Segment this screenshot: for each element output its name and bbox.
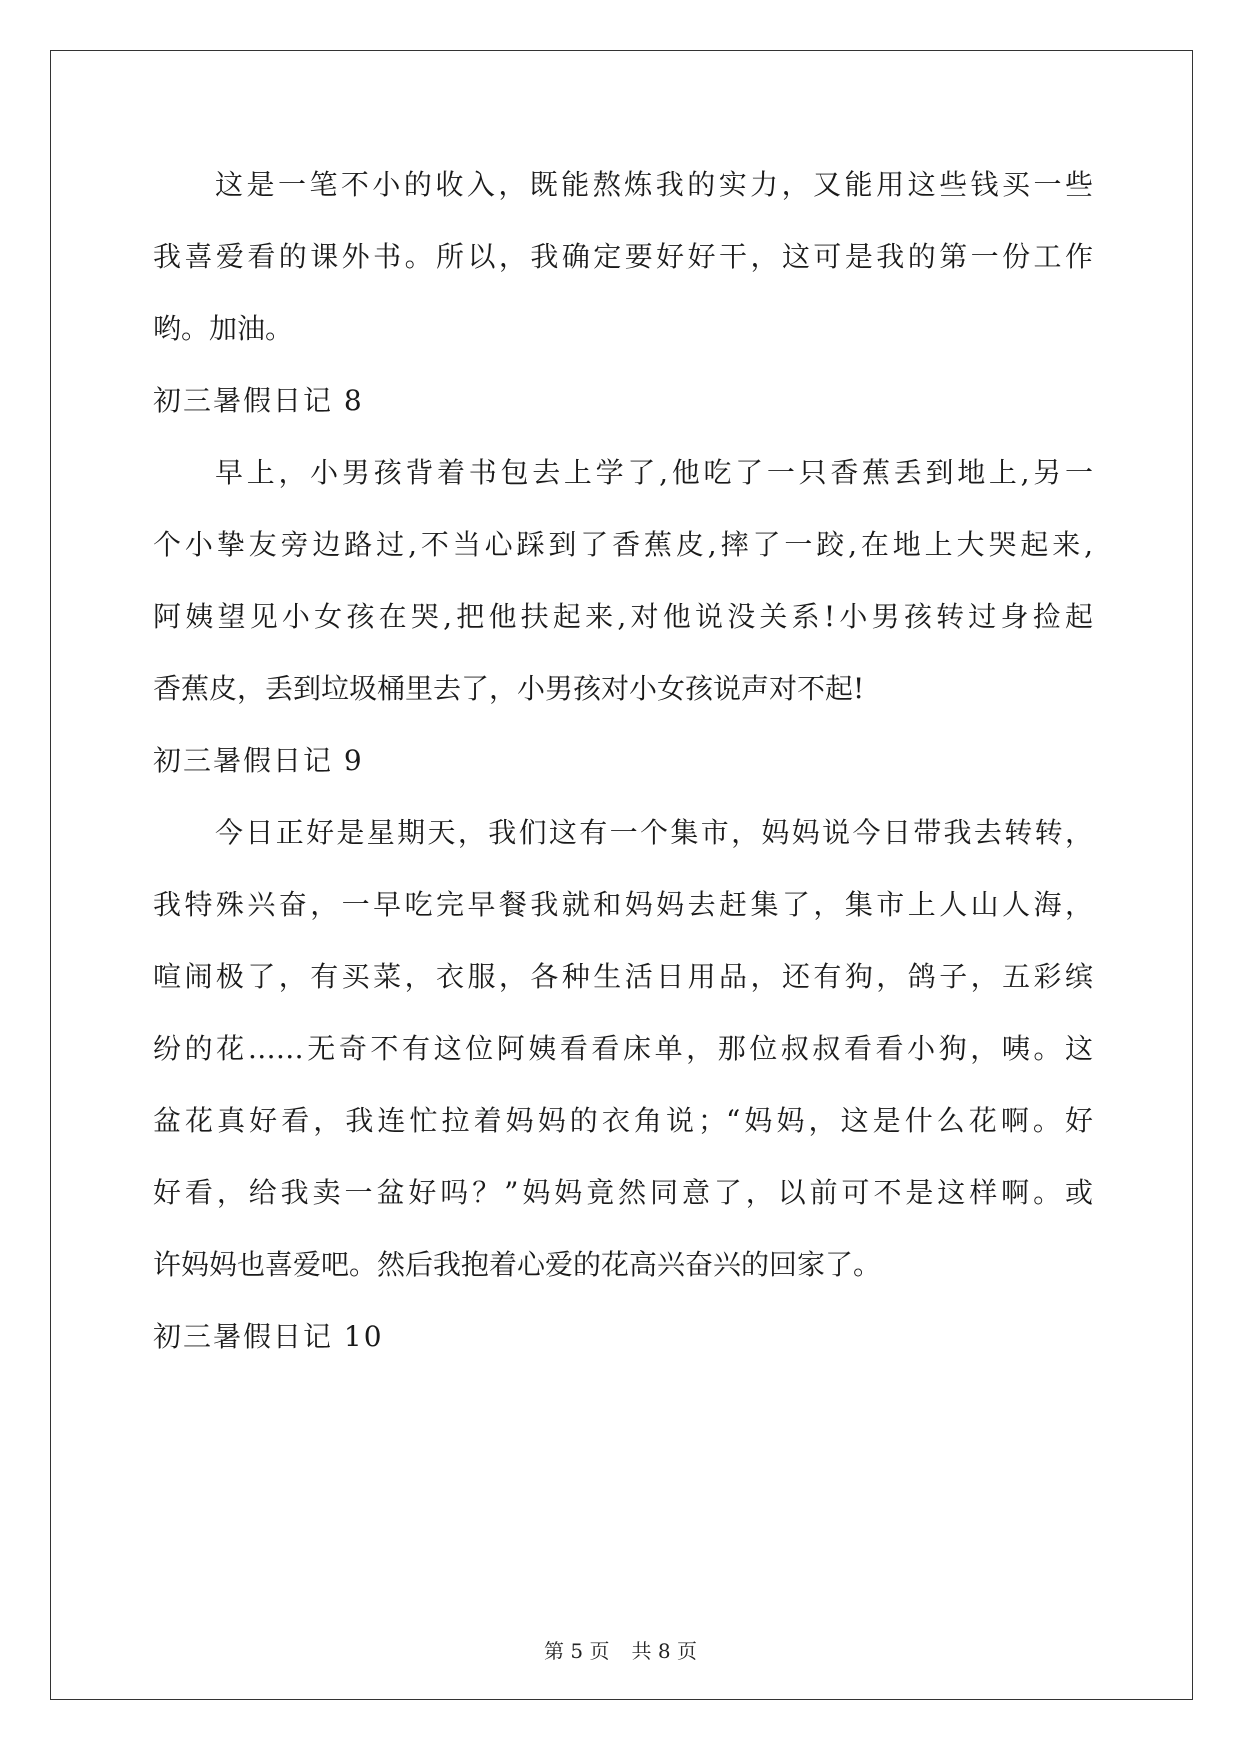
section-heading: 初三暑假日记 9 <box>153 744 364 777</box>
paragraph-line: 许妈妈也喜爱吧。然后我抱着心爱的花高兴奋兴的回家了。 <box>153 1248 882 1281</box>
paragraph-line: 好看，给我卖一盆好吗？”妈妈竟然同意了，以前可不是这样啊。或 <box>153 1176 1093 1209</box>
paragraph-line: 我喜爱看的课外书。所以，我确定要好好干，这可是我的第一份工作 <box>153 240 1093 273</box>
paragraph-line: 纷的花……无奇不有这位阿姨看看床单，那位叔叔看看小狗，咦。这 <box>153 1032 1093 1065</box>
section-heading: 初三暑假日记 10 <box>153 1320 384 1353</box>
paragraph-line: 早上，小男孩背着书包去上学了,他吃了一只香蕉丢到地上,另一 <box>215 456 1093 489</box>
paragraph-line: 我特殊兴奋，一早吃完早餐我就和妈妈去赶集了，集市上人山人海， <box>153 888 1093 921</box>
paragraph-line: 今日正好是星期天，我们这有一个集市，妈妈说今日带我去转转， <box>215 816 1093 849</box>
page-border <box>50 50 1193 1700</box>
paragraph-line: 哟。加油。 <box>153 312 294 345</box>
page-number: 第 5 页 <box>544 1639 610 1663</box>
paragraph-line: 盆花真好看，我连忙拉着妈妈的衣角说；“妈妈，这是什么花啊。好 <box>153 1104 1093 1137</box>
paragraph-line: 阿姨望见小女孩在哭,把他扶起来,对他说没关系!小男孩转过身捡起 <box>153 600 1093 633</box>
section-heading: 初三暑假日记 8 <box>153 384 364 417</box>
page-total: 共 8 页 <box>631 1639 697 1663</box>
paragraph-line: 个小挚友旁边路过,不当心踩到了香蕉皮,摔了一跤,在地上大哭起来, <box>153 528 1093 561</box>
paragraph-line: 香蕉皮，丢到垃圾桶里去了，小男孩对小女孩说声对不起! <box>153 672 865 705</box>
paragraph-line: 喧闹极了，有买菜，衣服，各种生活日用品，还有狗，鸽子，五彩缤 <box>153 960 1093 993</box>
page-footer <box>0 1635 1241 1664</box>
paragraph-line: 这是一笔不小的收入，既能熬炼我的实力，又能用这些钱买一些 <box>215 168 1093 201</box>
